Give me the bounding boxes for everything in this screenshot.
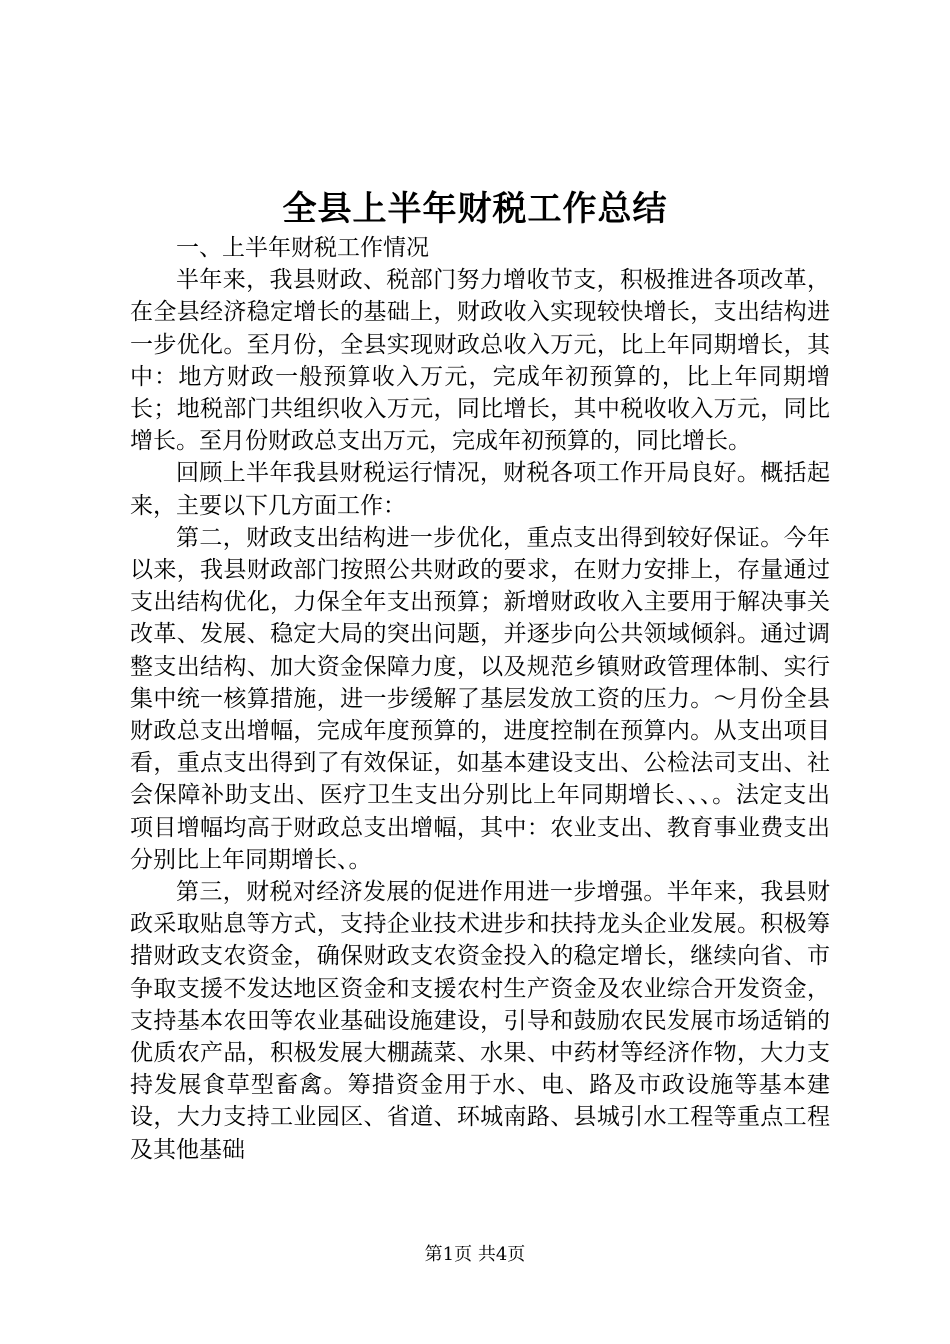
paragraph-review: 回顾上半年我县财税运行情况，财税各项工作开局良好。概括起来，主要以下几方面工作： (130, 460, 830, 519)
document-title: 全县上半年财税工作总结 (282, 189, 668, 229)
paragraph-overview: 半年来，我县财政、税部门努力增收节支，积极推进各项改革，在全县经济稳定增长的基础上，财政收入实现较快增长，支出结构进一步优化。至月份，全县实现财政总收入万元，比上年同期增长，其中：地方财政一般预算收入万元，完成年初预算的，比上年同期增长；地税部门共组织收入万元，同比增长，其中税收收入万元，同比增长。至月份财政总支出万元，完成年初预算的，同比增长。 (130, 267, 830, 455)
document-body (130, 232, 830, 1166)
paragraph-second: 第二，财政支出结构进一步优化，重点支出得到较好保证。今年以来，我县财政部门按照公共财政的要求，在财力安排上，存量通过支出结构优化，力保全年支出预算；新增财政收入主要用于解决事关改革、发展、稳定大局的突出问题，并逐步向公共领域倾斜。通过调整支出结构、加大资金保障力度，以及规范乡镇财政管理体制、实行集中统一核算措施，进一步缓解了基层发放工资的压力。～月份全县财政总支出增幅，完成年度预算的，进度控制在预算内。从支出项目看，重点支出得到了有效保证，如基本建设支出、公检法司支出、社会保障补助支出、医疗卫生支出分别比上年同期增长、、、。法定支出项目增幅均高于财政总支出增幅，其中：农业支出、教育事业费支出分别比上年同期增长、。 (130, 524, 830, 873)
section-heading: 一、上半年财税工作情况 (176, 235, 429, 261)
page-number-footer: 第1页 共4页 (424, 1244, 526, 1265)
paragraph-third: 第三，财税对经济发展的促进作用进一步增强。半年来，我县财政采取贴息等方式，支持企业技术进步和扶持龙头企业发展。积极筹措财政支农资金，确保财政支农资金投入的稳定增长，继续向省、市争取支援不发达地区资金和支援农村生产资金及农业综合开发资金，支持基本农田等农业基础设施建设，引导和鼓励农民发展市场适销的优质农产品，积极发展大棚蔬菜、水果、中药材等经济作物，大力支持发展食草型畜禽。筹措资金用于水、电、路及市政设施等基本建设，大力支持工业园区、省道、环城南路、县城引水工程等重点工程及其他基础 (130, 879, 830, 1163)
